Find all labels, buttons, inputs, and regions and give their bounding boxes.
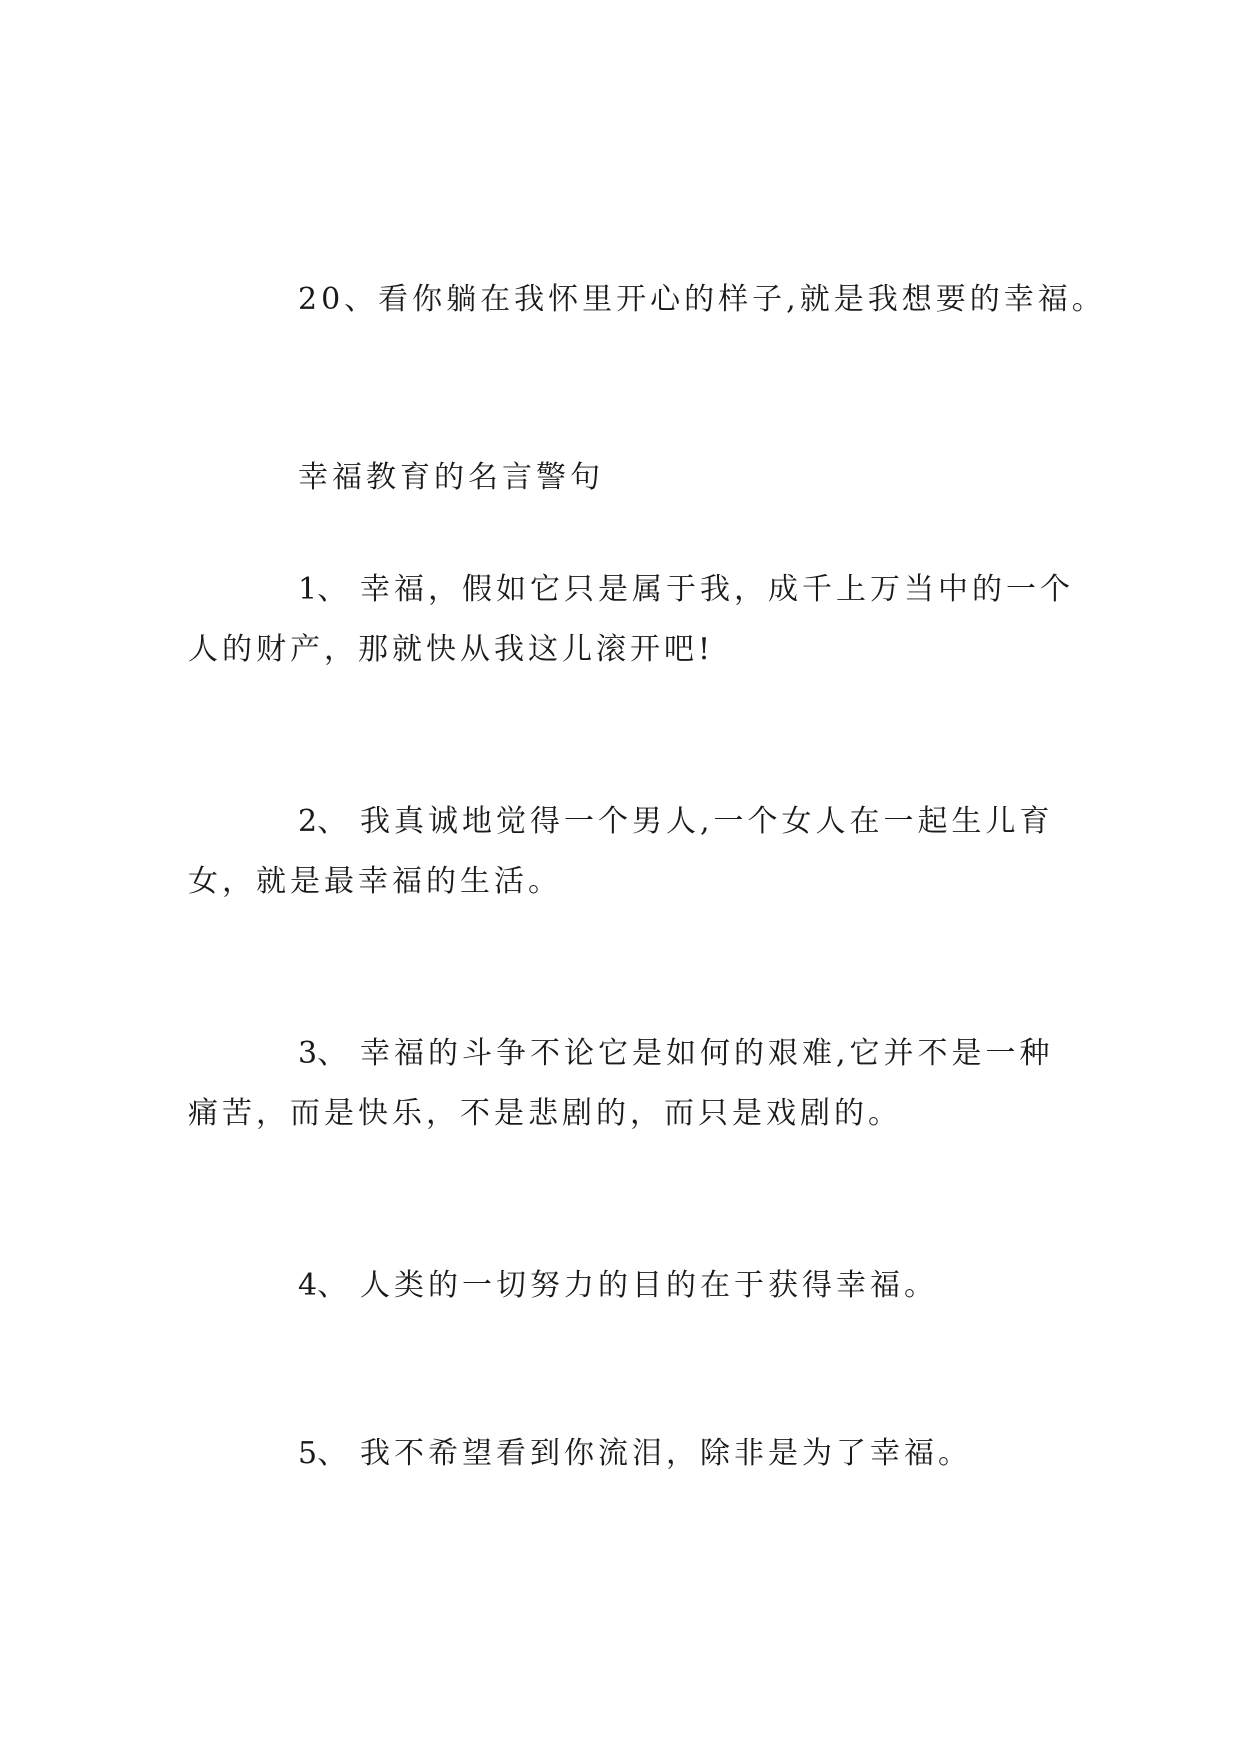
quote-4-number: 4、 <box>298 1268 348 1303</box>
quote-3-text: 幸福的斗争不论它是如何的艰难,它并不是一种 <box>360 1036 1054 1071</box>
quote-5-number: 5、 <box>298 1436 348 1471</box>
quote-2-number: 2、 <box>298 804 348 839</box>
quote-5-line-1 <box>298 1434 972 1474</box>
quote-4-line-1 <box>298 1266 938 1306</box>
quote-5-text: 我不希望看到你流泪，除非是为了幸福。 <box>360 1436 972 1471</box>
quote-2-line-2: 女，就是最幸福的生活。 <box>188 864 562 899</box>
quote-2-text: 我真诚地觉得一个男人,一个女人在一起生儿育 <box>360 804 1054 839</box>
quote-3-line-1 <box>298 1034 1054 1074</box>
quote-1-line-1 <box>298 570 1074 610</box>
quote-2-line-1 <box>298 802 1054 842</box>
quote-3-number: 3、 <box>298 1036 348 1071</box>
quote-4-text: 人类的一切努力的目的在于获得幸福。 <box>360 1268 938 1303</box>
quote-1-number: 1、 <box>298 572 348 607</box>
intro-line: 20、看你躺在我怀里开心的样子,就是我想要的幸福。 <box>298 282 1106 317</box>
quote-3-line-2: 痛苦，而是快乐，不是悲剧的，而只是戏剧的。 <box>188 1096 902 1131</box>
section-heading: 幸福教育的名言警句 <box>298 460 604 495</box>
quote-1-text: 幸福，假如它只是属于我，成千上万当中的一个 <box>360 572 1074 607</box>
quote-1-line-2: 人的财产，那就快从我这儿滚开吧! <box>188 632 715 667</box>
